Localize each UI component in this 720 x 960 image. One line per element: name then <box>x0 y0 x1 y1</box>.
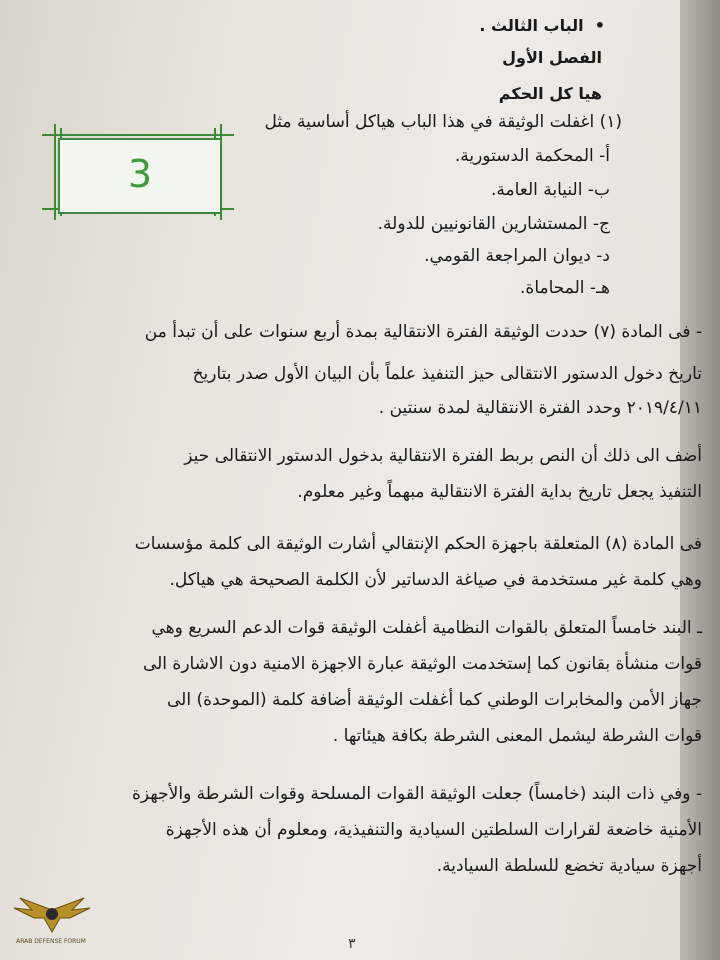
paragraph-line: الأمنية خاضعة لقرارات السلطتين السيادية والتنفيذية، ومعلوم أن هذه الأجهزة <box>165 820 702 840</box>
stamp-box <box>58 138 222 214</box>
list-intro: (١) اغفلت الوثيقة في هذا الباب هياكل أساسية مثل <box>264 112 622 132</box>
paragraph-line: وهي كلمة غير مستخدمة في صياغة الدساتير لأن الكلمة الصحيحة هي هياكل. <box>169 570 702 590</box>
list-item: د- ديوان المراجعة القومي. <box>424 246 610 266</box>
page-edge-shadow <box>680 0 720 960</box>
list-item: ج- المستشارين القانونيين للدولة. <box>377 214 610 234</box>
paragraph-line: التنفيذ يجعل تاريخ بداية الفترة الانتقالية مبهماً وغير معلوم. <box>297 482 702 502</box>
eagle-icon <box>10 892 94 942</box>
paragraph-line: - فى المادة (٧) حددت الوثيقة الفترة الانتقالية بمدة أربع سنوات على أن تبدأ من <box>144 322 702 342</box>
paragraph-line: قوات الشرطة ليشمل المعنى الشرطة بكافة هيئاتها . <box>332 726 702 746</box>
paragraph-line: ـ البند خامساً المتعلق بالقوات النظامية أغفلت الوثيقة قوات الدعم السريع وهي <box>151 618 702 638</box>
paragraph-line: - وفي ذات البند (خامساً) جعلت الوثيقة القوات المسلحة وقوات الشرطة والأجهزة <box>132 784 702 804</box>
chapter-heading <box>479 16 605 35</box>
paragraph-line: فى المادة (٨) المتعلقة باجهزة الحكم الإنتقالي أشارت الوثيقة الى كلمة مؤسسات <box>134 534 702 554</box>
stamp-number: 3 <box>127 152 153 196</box>
paragraph-line: أجهزة سيادية تخضع للسلطة السيادية. <box>436 856 702 876</box>
logo-caption: ARAB DEFENSE FORUM <box>16 938 86 945</box>
paragraph-line: ٢٠١٩/٤/١١ وحدد الفترة الانتقالية لمدة سنتين . <box>378 398 702 418</box>
page-number: ٣ <box>348 936 356 952</box>
section-heading: الفصل الأول <box>502 48 602 67</box>
paragraph-line: جهاز الأمن والمخابرات الوطني كما أغفلت الوثيقة أضافة كلمة (الموحدة) الى <box>166 690 702 710</box>
paragraph-line: أضف الى ذلك أن النص بربط الفترة الانتقالية بدخول الدستور الانتقالى حيز <box>184 446 702 466</box>
list-item: هـ- المحاماة. <box>520 278 610 298</box>
paragraph-line: تاريخ دخول الدستور الانتقالى حيز التنفيذ علماً بأن البيان الأول صدر بتاريخ <box>192 364 702 384</box>
subtitle-heading: هيا كل الحكم <box>498 84 602 103</box>
paragraph-line: قوات منشأة بقانون كما إستخدمت الوثيقة عبارة الاجهزة الامنية دون الاشارة الى <box>142 654 702 674</box>
list-item: أ- المحكمة الدستورية. <box>454 146 610 166</box>
list-item: ب- النيابة العامة. <box>490 180 610 200</box>
bullet-dot: • <box>583 16 605 35</box>
chapter-heading-text: الباب الثالث . <box>479 16 584 35</box>
